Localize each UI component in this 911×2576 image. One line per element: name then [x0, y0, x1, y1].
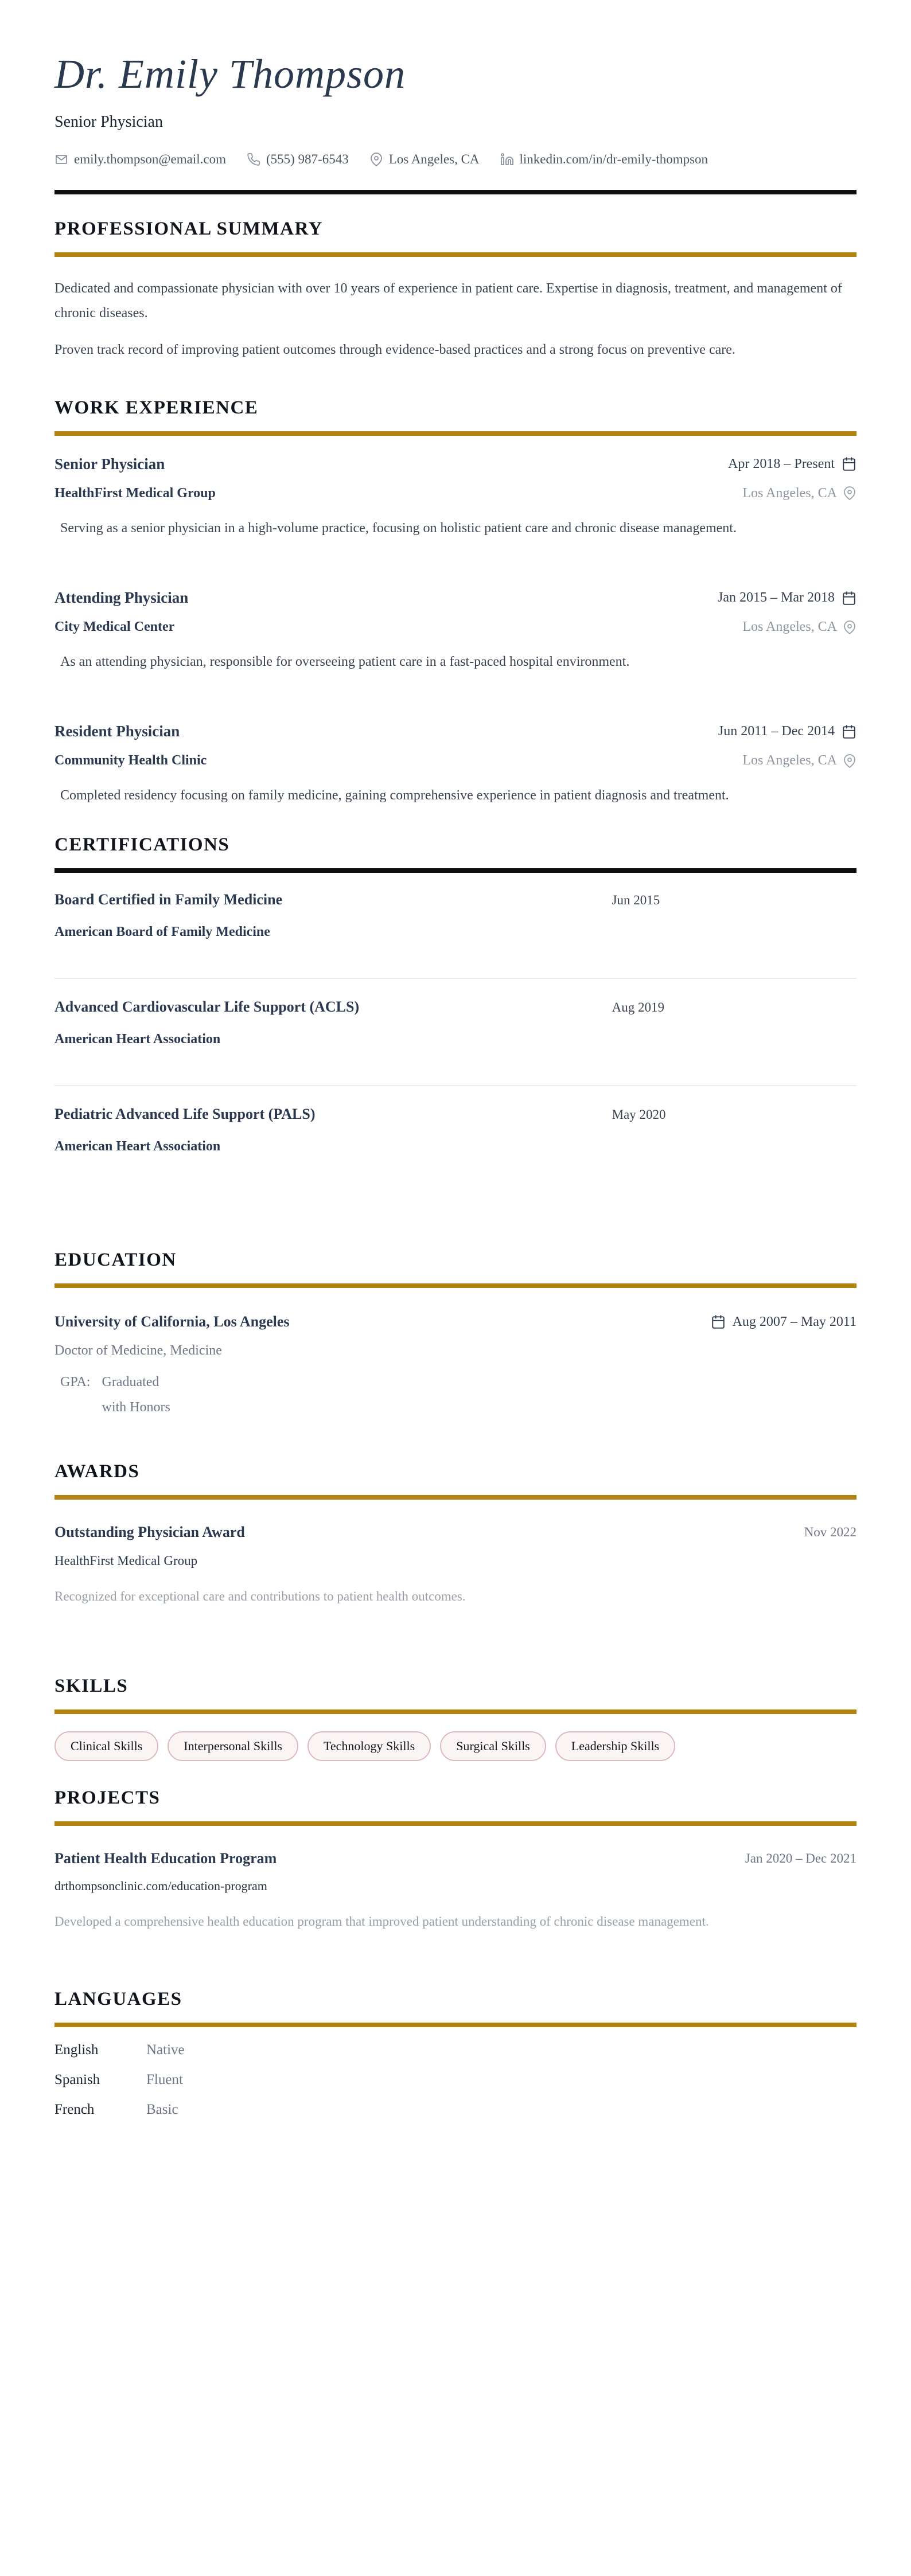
language-row	[54, 2072, 857, 2088]
certification-head	[54, 891, 857, 908]
awards-heading: AWARDS	[54, 1461, 140, 1482]
skills-pill-row	[54, 1731, 857, 1761]
project-dates: Jan 2020 – Dec 2021	[745, 1851, 857, 1866]
skill-pill: Leadership Skills	[555, 1731, 675, 1761]
language-name: Spanish	[54, 2071, 100, 2087]
section-skills	[54, 1676, 857, 1761]
languages-rule	[54, 2023, 857, 2027]
skills-rule	[54, 1709, 857, 1714]
certification-entry-2	[54, 998, 857, 1080]
certifications-rule	[54, 868, 857, 873]
language-level: Basic	[146, 2101, 178, 2117]
languages-heading: LANGUAGES	[54, 1988, 182, 2009]
certifications-heading: CERTIFICATIONS	[54, 834, 230, 856]
education-dates	[711, 1314, 857, 1330]
envelope-icon	[54, 153, 68, 166]
resume-header	[54, 50, 857, 167]
contact-email-text: emily.thompson@email.com	[74, 151, 226, 166]
education-degree: Doctor of Medicine, Medicine	[54, 1343, 222, 1359]
project-description: Developed a comprehensive health education program that improved patient understanding of chronic disease management.	[54, 1914, 709, 1929]
language-name: English	[54, 2042, 99, 2058]
calendar-icon	[842, 724, 857, 739]
skill-pill: Technology Skills	[307, 1731, 431, 1761]
contact-linkedin	[500, 152, 708, 167]
gpa-label: GPA:	[60, 1375, 91, 1390]
section-professional-summary	[54, 218, 857, 363]
job-title: Senior Physician	[54, 455, 165, 473]
job-entry-2	[54, 589, 857, 674]
job-dates	[728, 456, 857, 472]
education-dates-text: Aug 2007 – May 2011	[732, 1314, 857, 1329]
job-company: Community Health Clinic	[54, 753, 207, 768]
certification-head	[54, 1106, 857, 1123]
language-row	[54, 2042, 857, 2058]
calendar-icon	[711, 1314, 726, 1329]
contact-row	[54, 152, 857, 167]
certification-divider	[54, 1085, 857, 1086]
job-title-row	[54, 455, 857, 473]
project-entry	[54, 1850, 857, 1933]
section-awards	[54, 1461, 857, 1608]
project-url: drthompsonclinic.com/education-program	[54, 1879, 267, 1894]
header-divider	[54, 190, 857, 194]
job-location	[742, 486, 857, 501]
work-rule	[54, 431, 857, 436]
summary-paragraph-2: Proven track record of improving patient outcomes through evidence-based practices and a strong focus on preventive care.	[54, 342, 735, 358]
skills-heading: SKILLS	[54, 1676, 129, 1697]
skill-pill: Interpersonal Skills	[168, 1731, 298, 1761]
award-date: Nov 2022	[804, 1524, 857, 1539]
work-heading: WORK EXPERIENCE	[54, 397, 259, 418]
contact-location-text: Los Angeles, CA	[388, 151, 480, 166]
award-description: Recognized for exceptional care and contributions to patient health outcomes.	[54, 1588, 466, 1603]
location-pin-icon	[843, 620, 857, 634]
language-level: Native	[146, 2042, 185, 2058]
certification-name: Advanced Cardiovascular Life Support (ACLS)	[54, 998, 360, 1016]
awards-rule	[54, 1495, 857, 1500]
location-pin-icon	[843, 754, 857, 768]
job-location	[742, 753, 857, 768]
certification-entry-3	[54, 1106, 857, 1188]
contact-email	[54, 152, 226, 167]
job-dates-text: Jan 2015 – Mar 2018	[718, 590, 835, 605]
projects-heading: PROJECTS	[54, 1787, 161, 1809]
project-name: Patient Health Education Program	[54, 1850, 277, 1867]
calendar-icon	[842, 456, 857, 471]
certification-name: Board Certified in Family Medicine	[54, 891, 283, 908]
certification-entry-1	[54, 891, 857, 973]
language-row	[54, 2102, 857, 2118]
job-entry-1	[54, 455, 857, 541]
award-entry	[54, 1524, 857, 1608]
contact-location	[369, 152, 480, 167]
education-gpa-row	[60, 1370, 857, 1419]
contact-linkedin-text: linkedin.com/in/dr-emily-thompson	[519, 151, 708, 166]
contact-phone	[247, 152, 349, 167]
job-location-text: Los Angeles, CA	[742, 619, 837, 634]
job-company-row	[54, 486, 857, 501]
award-title: Outstanding Physician Award	[54, 1523, 245, 1540]
language-list	[54, 2042, 857, 2118]
job-entry-3	[54, 723, 857, 808]
linkedin-icon	[500, 153, 514, 166]
certification-name: Pediatric Advanced Life Support (PALS)	[54, 1106, 316, 1123]
calendar-icon	[842, 591, 857, 606]
language-level: Fluent	[146, 2071, 183, 2087]
job-location-text: Los Angeles, CA	[742, 753, 837, 768]
language-name: French	[54, 2101, 95, 2117]
phone-icon	[247, 153, 260, 166]
job-description: Completed residency focusing on family medicine, gaining comprehensive experience in patient diagnosis and treatment.	[60, 788, 729, 803]
skill-pill: Clinical Skills	[54, 1731, 158, 1761]
summary-heading: PROFESSIONAL SUMMARY	[54, 218, 323, 239]
job-description: As an attending physician, responsible for overseeing patient care in a fast-paced hospital environment.	[60, 654, 630, 669]
job-company: HealthFirst Medical Group	[54, 485, 216, 501]
candidate-job-title: Senior Physician	[54, 112, 163, 131]
gpa-value: Graduated with Honors	[102, 1375, 170, 1415]
job-dates-text: Jun 2011 – Dec 2014	[718, 724, 835, 739]
job-title: Attending Physician	[54, 589, 189, 606]
job-company: City Medical Center	[54, 619, 175, 634]
job-dates-text: Apr 2018 – Present	[728, 456, 835, 471]
candidate-name: Dr. Emily Thompson	[54, 51, 406, 97]
projects-rule	[54, 1821, 857, 1826]
education-school: University of California, Los Angeles	[54, 1313, 290, 1330]
award-title-row	[54, 1524, 857, 1541]
job-title-row	[54, 723, 857, 740]
education-title-row	[54, 1313, 857, 1330]
certification-divider	[54, 978, 857, 979]
job-location	[742, 619, 857, 635]
summary-paragraph-1: Dedicated and compassionate physician with over 10 years of experience in patient care. Expertise in diagnosis, treatment, and management of chronic diseases.	[54, 280, 842, 321]
job-company-row	[54, 619, 857, 635]
contact-phone-text: (555) 987-6543	[266, 151, 349, 166]
award-org: HealthFirst Medical Group	[54, 1553, 198, 1568]
education-rule	[54, 1283, 857, 1288]
certification-org: American Heart Association	[54, 1139, 221, 1154]
job-location-text: Los Angeles, CA	[742, 485, 837, 501]
section-certifications	[54, 834, 857, 1188]
education-heading: EDUCATION	[54, 1250, 177, 1271]
job-dates	[718, 590, 857, 606]
certification-org: American Heart Association	[54, 1032, 221, 1047]
certification-org: American Board of Family Medicine	[54, 924, 270, 940]
section-languages	[54, 1989, 857, 2118]
section-education	[54, 1250, 857, 1419]
job-title-row	[54, 589, 857, 607]
job-title: Resident Physician	[54, 723, 180, 740]
education-entry	[54, 1313, 857, 1419]
location-pin-icon	[843, 486, 857, 500]
certification-head	[54, 998, 857, 1016]
certification-date: Aug 2019	[612, 1000, 664, 1015]
job-dates	[718, 724, 857, 739]
certification-date: Jun 2015	[612, 893, 660, 908]
summary-rule	[54, 252, 857, 257]
project-title-row	[54, 1850, 857, 1867]
section-projects	[54, 1787, 857, 1933]
job-company-row	[54, 753, 857, 768]
map-pin-icon	[369, 153, 383, 166]
section-work-experience	[54, 397, 857, 809]
skill-pill: Surgical Skills	[440, 1731, 546, 1761]
certification-date: May 2020	[612, 1107, 666, 1122]
job-description: Serving as a senior physician in a high-volume practice, focusing on holistic patient care and chronic disease management.	[60, 520, 737, 536]
